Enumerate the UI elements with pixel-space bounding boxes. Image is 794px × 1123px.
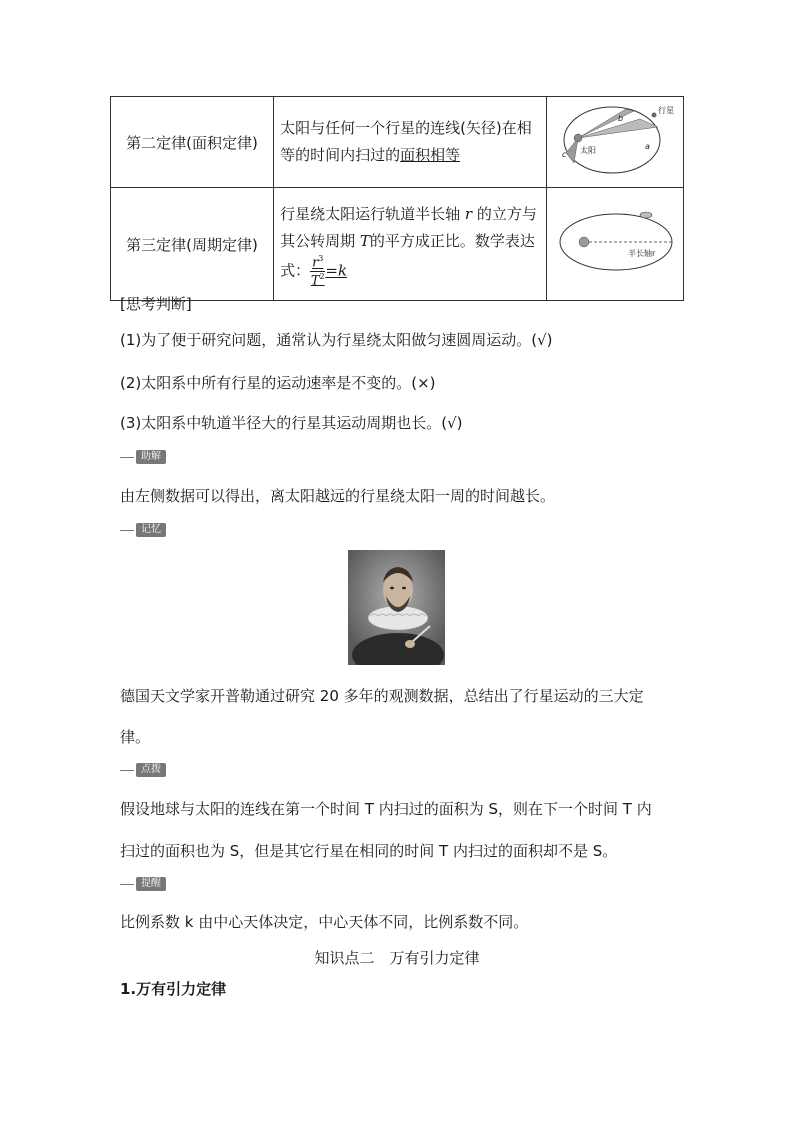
symbol-r: r [464, 205, 473, 224]
kepler-portrait-image [348, 550, 445, 665]
memory-text-line2: 律。 [120, 728, 151, 746]
symbol-T: T [359, 232, 370, 251]
semi-major-axis-label: 半长轴r [628, 249, 656, 258]
think-item-3: (3)太阳系中轨道半径大的行星其运动周期也长。(√) [120, 414, 463, 432]
tag-dash [120, 884, 134, 885]
tag-dash [120, 530, 134, 531]
table-row [111, 97, 684, 188]
planet-icon [652, 113, 657, 118]
think-item-1: (1)为了便于研究问题，通常认为行星绕太阳做匀速圆周运动。(√) [120, 331, 553, 349]
sun-icon [579, 237, 589, 247]
area-law-diagram [550, 101, 680, 179]
sun-label: 太阳 [580, 146, 597, 155]
tips-tag-label: 点拨 [136, 763, 166, 777]
law-description-cell [274, 188, 547, 301]
help-text: 由左侧数据可以得出，离太阳越远的行星绕太阳一周的时间越长。 [120, 487, 556, 505]
kepler-laws-table [110, 96, 684, 301]
area-law-figure-cell [547, 97, 684, 188]
tips-text-line2: 扫过的面积也为 S，但是其它行星在相同的时间 T 内扫过的面积却不是 S。 [120, 842, 618, 860]
think-judge-heading: [思考判断] [120, 295, 192, 313]
law-description-text: 的平方成正比。数学表达式： [280, 232, 535, 280]
law-description-text: 太阳与任何一个行星的连线(矢径)在相等的时间内扫过的 [280, 119, 532, 164]
planet-label: 行星 [658, 106, 675, 115]
tag-dash [120, 457, 134, 458]
sun-icon [574, 134, 582, 142]
law-name-cell: 第二定律(面积定律) [111, 97, 274, 188]
area-label-b: b [618, 114, 624, 123]
remind-tag [120, 877, 166, 891]
formula-rhs: =k [325, 261, 348, 280]
table-row [111, 188, 684, 301]
period-law-diagram [550, 202, 680, 282]
help-tag [120, 450, 166, 464]
formula-denominator-exponent: 2 [319, 271, 325, 281]
section-subtitle: 1.万有引力定律 [120, 980, 227, 998]
memory-tag [120, 523, 166, 537]
planet-icon [640, 212, 652, 218]
area-label-c: c [562, 150, 567, 159]
help-tag-label: 助解 [136, 450, 166, 464]
tips-text-line1: 假设地球与太阳的连线在第一个时间 T 内扫过的面积为 S，则在下一个时间 T 内 [120, 800, 652, 818]
remind-text: 比例系数 k 由中心天体决定，中心天体不同，比例系数不同。 [120, 913, 529, 931]
memory-tag-label: 记忆 [136, 523, 166, 537]
formula-denominator: T [310, 272, 320, 288]
tag-dash [120, 770, 134, 771]
memory-text-line1: 德国天文学家开普勒通过研究 20 多年的观测数据，总结出了行星运动的三大定 [120, 687, 644, 705]
law-description-cell [274, 97, 547, 188]
kepler-third-law-formula [310, 255, 325, 287]
law-description-text: 行星绕太阳运行轨道半长轴 [280, 205, 461, 224]
law-description-key-term: 面积相等 [400, 146, 461, 164]
law-description-text: 的立方与其公转周期 [280, 205, 537, 251]
formula-numerator-exponent: 3 [318, 254, 324, 264]
section-title: 知识点二 万有引力定律 [314, 949, 480, 967]
remind-tag-label: 提醒 [136, 877, 166, 891]
law-name-cell: 第三定律(周期定律) [111, 188, 274, 301]
tips-tag [120, 763, 166, 777]
period-law-figure-cell [547, 188, 684, 301]
area-label-a: a [645, 142, 651, 151]
formula-numerator: r [312, 255, 319, 271]
think-item-2: (2)太阳系中所有行星的运动速率是不变的。(×) [120, 374, 436, 392]
